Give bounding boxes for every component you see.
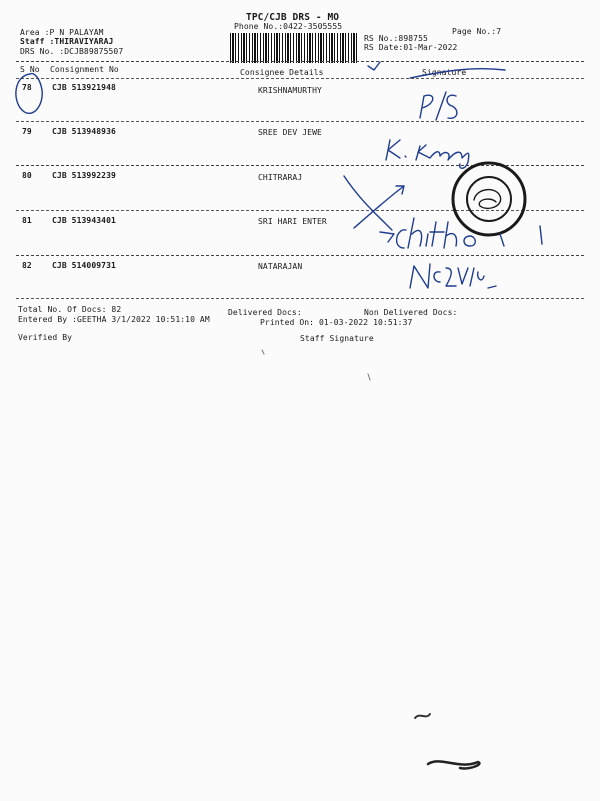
arrow-stroke-3: [380, 232, 394, 242]
row-sno: 81: [22, 216, 32, 225]
stamp-scribble: [474, 190, 501, 209]
staff: Staff :THIRAVIYARAJ: [20, 37, 114, 46]
row-sno: 80: [22, 171, 32, 180]
page-number: Page No.:7: [452, 27, 502, 36]
verified-by: Verified By: [18, 333, 73, 342]
signature-row-79: [386, 140, 469, 168]
col-consignee: Consignee Details: [240, 68, 324, 77]
row-consignee: SREE DEV JEWE: [258, 128, 322, 137]
stray-mark: [262, 350, 370, 380]
drs-number: DRS No. :DCJB89875507: [20, 47, 124, 56]
delivered-docs: Delivered Docs:: [228, 308, 302, 317]
non-delivered-docs: Non Delivered Docs:: [364, 308, 458, 317]
row-consignee: NATARAJAN: [258, 262, 303, 271]
signature-row-81: [397, 218, 542, 248]
staff-signature-label: Staff Signature: [300, 334, 374, 343]
entered-by: Entered By :GEETHA 3/1/2022 10:51:10 AM: [18, 315, 210, 324]
row-sno: 78: [22, 83, 32, 92]
top-check-mark: [368, 62, 380, 70]
rs-date: RS Date:01-Mar-2022: [364, 43, 458, 52]
arrow-stroke-1: [344, 176, 392, 230]
document-title: TPC/CJB DRS - MO: [246, 12, 340, 23]
total-docs: Total No. Of Docs: 82: [18, 305, 122, 314]
row-consignment: CJB 514009731: [52, 261, 116, 270]
signature-header-underline: [410, 69, 505, 78]
row-consignment: CJB 513948936: [52, 127, 116, 136]
row-sno: 79: [22, 127, 32, 136]
col-sno: S No: [20, 65, 40, 74]
signature-row-78: [420, 92, 457, 120]
row-consignment: CJB 513992239: [52, 171, 116, 180]
row-consignee: KRISHNAMURTHY: [258, 86, 322, 95]
phone-number: Phone No.:0422-3505555: [234, 22, 343, 31]
serial-circle-mark: [16, 74, 42, 114]
signature-row-82: [410, 264, 496, 288]
rs-number: RS No.:898755: [364, 34, 428, 43]
bottom-smudge: [428, 761, 479, 768]
row-consignment: CJB 513943401: [52, 216, 116, 225]
row-sno: 82: [22, 261, 32, 270]
col-consignment: Consignment No: [50, 65, 119, 74]
bottom-ink-mark: [415, 714, 430, 718]
row-consignment: CJB 513921948: [52, 83, 116, 92]
printed-on: Printed On: 01-03-2022 10:51:37: [260, 318, 413, 327]
row-consignee: CHITRARAJ: [258, 173, 303, 182]
area: Area :P N PALAYAM: [20, 28, 104, 37]
row-consignee: SRI HARI ENTER: [258, 217, 327, 226]
arrow-stroke-2: [354, 186, 404, 228]
col-signature: Signature: [422, 68, 467, 77]
